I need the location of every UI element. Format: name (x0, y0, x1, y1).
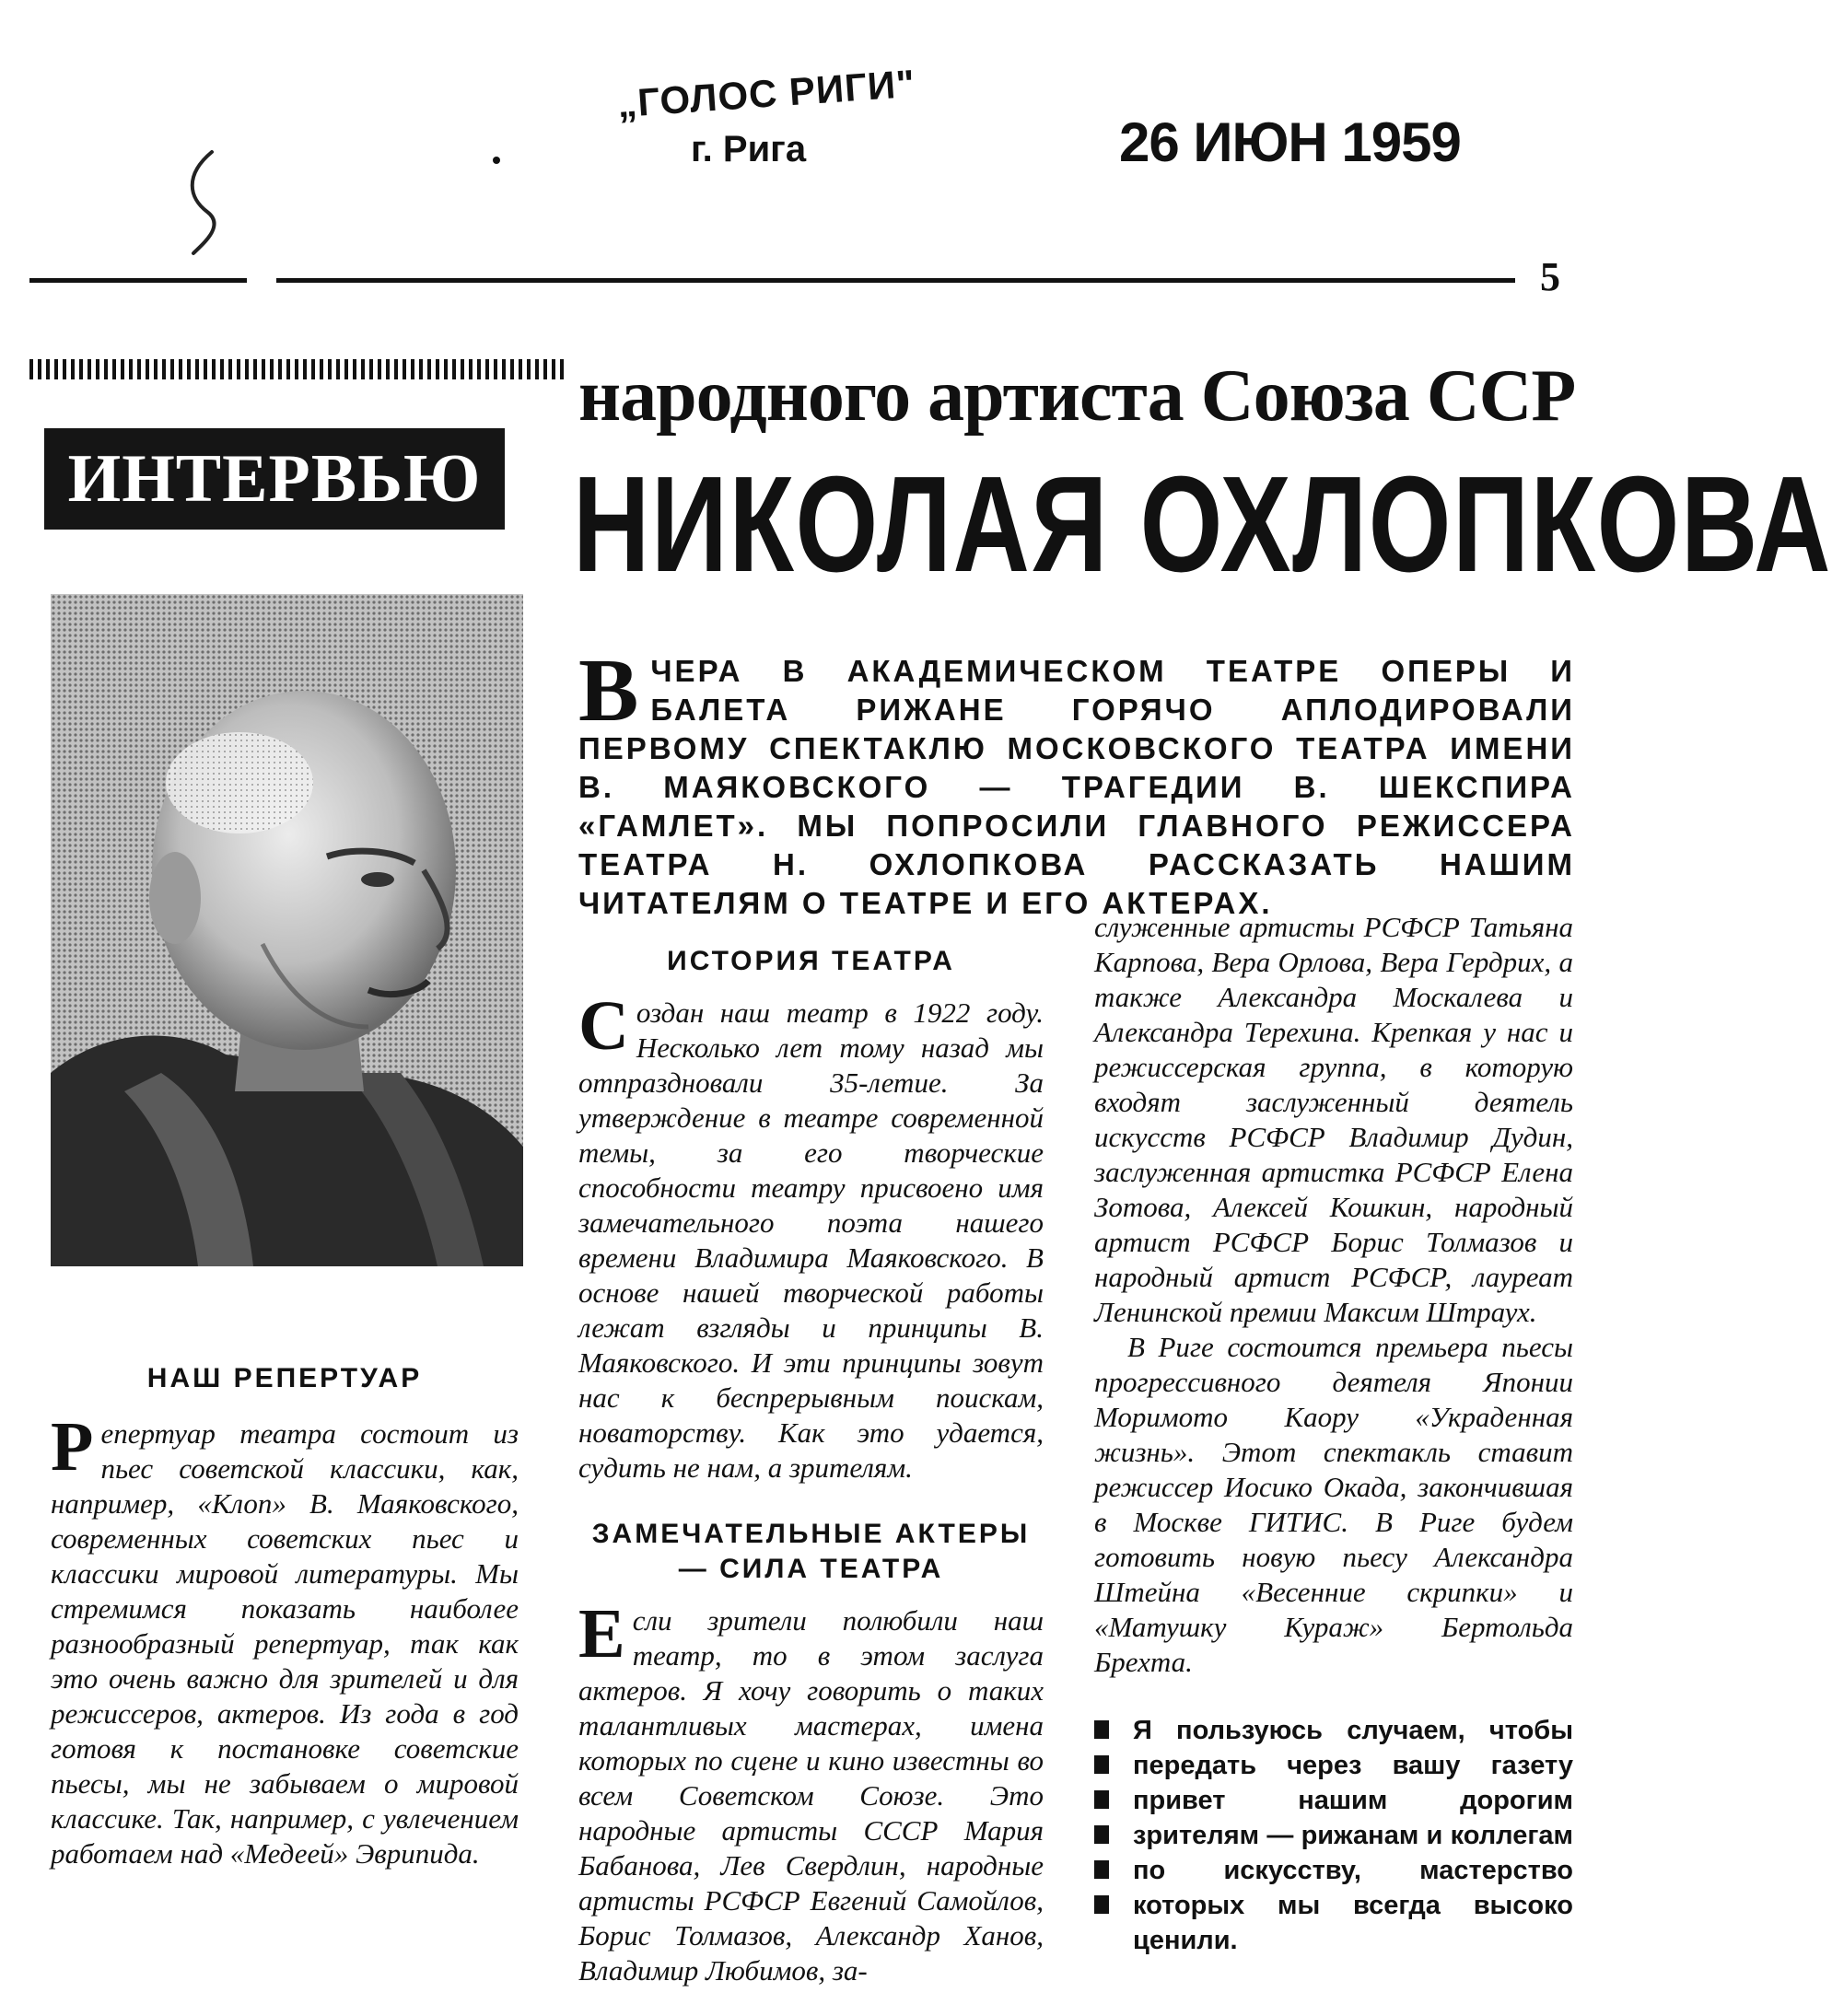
actors-text: сли зрители полюбили наш театр, то в этом заслуга актеров. Я хочу говорить о таких талантливых мастерах, имена которых по сцене и кино известны во всем Советском Союзе. Это народные артисты СССР Мария Бабанова, Лев Свердлин, народные артисты РСФСР Евгений Самойлов, Борис Толмазов, Александр Ханов, Владимир Любимов, за- (578, 1604, 1044, 1987)
bullet-square (1094, 1755, 1109, 1774)
history-heading: ИСТОРИЯ ТЕАТРА (667, 946, 955, 976)
history-text: оздан наш театр в 1922 году. Несколько лет тому назад мы отпраздновали 35-летие. За утверждение в театре современной темы, за его творческие способности театру присвоено имя замечательного поэта нашего времени Владимира Маяковского. В основе нашей творческой работы лежат взгляды и принципы В. Маяковского. И эти принципы зовут нас к беспрерывным поискам, новаторству. Как это удается, судить не нам, а зрителям. (578, 996, 1044, 1484)
top-rule-right (276, 278, 1515, 283)
bullet-square (1094, 1790, 1109, 1809)
clipping-date: 26 ИЮН 1959 (1119, 111, 1461, 173)
source-city: г. Рига (691, 129, 807, 169)
lead-text: ЧЕРА В АКАДЕМИЧЕСКОМ ТЕАТРЕ ОПЕРЫ И БАЛЕТА РИЖАНЕ ГОРЯЧО АПЛОДИРОВАЛИ ПЕРВОМУ СПЕКТАКЛЮ МОСКОВСКОГО ТЕАТРА ИМЕНИ В. МАЯКОВСКОГО — ТРАГЕДИИ В. ШЕКСПИРА «ГАМЛЕТ». МЫ ПОПРОСИЛИ ГЛАВНОГО РЕЖИССЕРА ТЕАТРА Н. ОХЛОПКОВА РАССКАЗАТЬ НАШИМ ЧИТАТЕЛЯМ О ТЕАТРЕ И ЕГО АКТЕРАХ. (578, 654, 1575, 920)
closing-text: Я пользуюсь случаем, чтобы передать через вашу газету привет нашим дорогим зрителям — рижанам и коллегам по искусству, мастерство которых мы всегда высоко ценили. (1133, 1716, 1573, 1955)
riga-plans-text: В Риге состоится премьера пьесы прогрессивного деятеля Японии Моримото Каору «Украденная жизнь». Этот спектакль ставит режиссер Иосико Окада, закончившая в Москве ГИТИС. В Риге будем готовить новую пьесу Александра Штейна «Весенние скрипки» и «Матушку Кураж» Бертольда Брехта. (1094, 1331, 1573, 1678)
repertoire-column (51, 1361, 519, 1871)
portrait-photo (51, 594, 523, 1266)
repertoire-dropcap: Р (51, 1408, 94, 1486)
ink-dot (493, 157, 500, 164)
actors-dropcap: Е (578, 1595, 625, 1672)
history-column (578, 944, 1044, 1988)
actors-continued-text: служенные артисты РСФСР Татьяна Карпова, Вера Орлова, Вера Гердрих, а также Александра Москалева и Александра Терехина. Крепкая у нас и режиссерская группа, в которую входят заслуженный деятель искусств РСФСР Владимир Дудин, заслуженная артистка РСФСР Елена Зотова, Алексей Кошкин, народный артист РСФСР Борис Толмазов и народный артист РСФСР, лауреат Ленинской премии Максим Штраух. (1094, 911, 1573, 1328)
bullet-square (1094, 1720, 1109, 1739)
page-number: 5 (1540, 254, 1560, 299)
top-rule-left (29, 278, 247, 283)
bullet-square (1094, 1895, 1109, 1914)
actors-heading-line-1: ЗАМЕЧАТЕЛЬНЫЕ АКТЕРЫ (591, 1519, 1031, 1549)
bullet-square (1094, 1825, 1109, 1844)
lead-dropcap: В (578, 641, 642, 740)
repertoire-text: епертуар театра состоит из пьес советской классики, как, например, «Клоп» В. Маяковского, современных советских пьес и классики мировой литературы. Мы стремимся показать наиболее разнообразный репертуар, так как это очень важно для зрителей и для режиссеров, актеров. Из года в год готовя к постановке советские пьесы, мы не забываем о мировой классике. Так, например, с увлечением работаем над «Медеей» Эврипида. (51, 1417, 519, 1870)
headline-line-1: народного артиста Союза ССР (578, 355, 1576, 437)
pencil-mark-icon (175, 147, 239, 258)
repertoire-heading: НАШ РЕПЕРТУАР (146, 1363, 423, 1393)
continuation-column (1094, 910, 1573, 1680)
closing-message (1094, 1713, 1573, 1958)
bullet-square (1094, 1860, 1109, 1879)
actors-heading-line-2: — СИЛА ТЕАТРА (678, 1554, 944, 1584)
source-name: „ГОЛОС РИГИ" (615, 61, 917, 126)
closing-bullets (1094, 1720, 1111, 1930)
rubric-comb-rule (29, 359, 564, 379)
lead-paragraph (578, 641, 1575, 923)
headline-line-2: НИКОЛАЯ ОХЛОПКОВА (573, 449, 1832, 600)
history-dropcap: С (578, 987, 629, 1065)
rubric-label: ИНТЕРВЬЮ (44, 428, 505, 530)
